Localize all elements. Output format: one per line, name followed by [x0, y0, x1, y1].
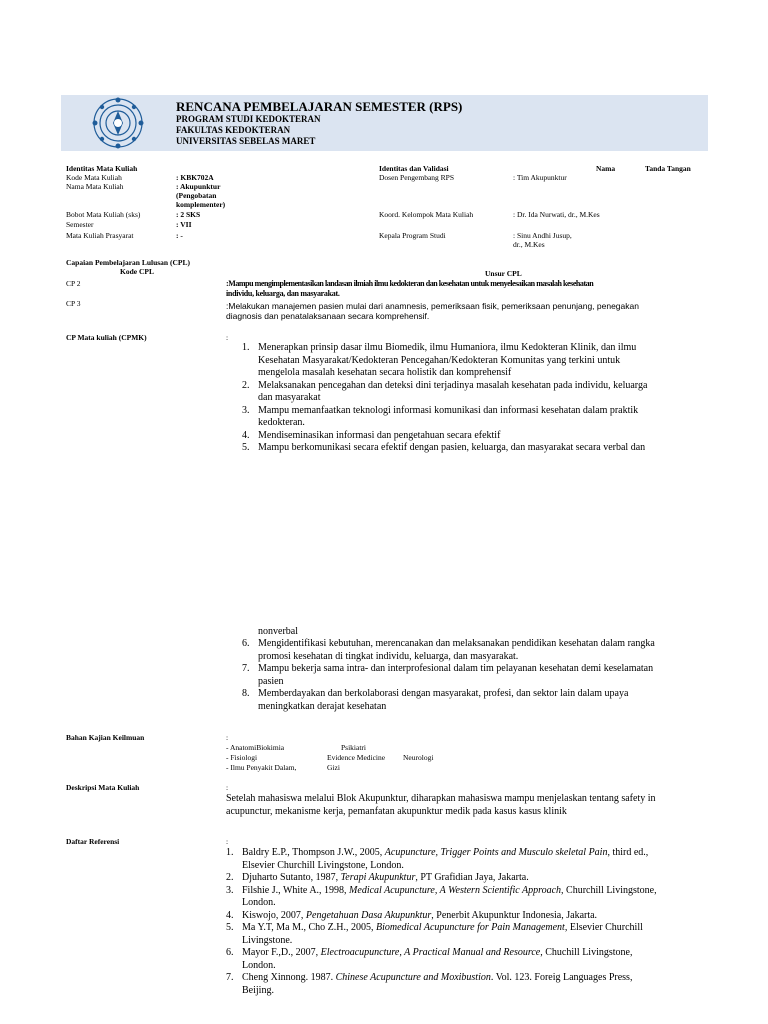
deskripsi-heading: Deskripsi Mata Kuliah [66, 783, 140, 792]
referensi-item: 7. Cheng Xinnong. 1987. Chinese Acupuncture and Moxibustion. Vol. 123. Foreig Languages Press, Beijing. [226, 972, 633, 996]
cpl-col-unsur: Unsur CPL [485, 269, 522, 278]
cpmk-item: 8. Memberdayakan dan berkolaborasi dengan masyarakat, profesi, dan sektor lain dalam upaya meningkatkan derajat kesehatan [242, 688, 629, 712]
cpl-col-kode: Kode CPL [120, 267, 154, 276]
university-name: UNIVERSITAS SEBELAS MARET [176, 136, 316, 146]
cpl-text: diagnosis dan penatalaksanaan secara komprehensif. [226, 311, 430, 321]
validasi-label: Dosen Pengembang RPS [379, 173, 454, 182]
cpmk-item: 5. Mampu berkomunikasi secara efektif dengan pasien, keluarga, dan masyarakat secara verbal dan [242, 442, 646, 453]
program-name: PROGRAM STUDI KEDOKTERAN [176, 114, 321, 124]
cpl-code: CP 3 [66, 299, 81, 308]
identitas-value: komplementer) [176, 200, 226, 209]
identitas-value: : Akupunktur [176, 182, 221, 191]
bahan-item: - AnatomiBiokimia [226, 743, 285, 752]
deskripsi-text: Setelah mahasiswa melalui Blok Akupunktur, diharapkan mahasiswa mampu menjelaskan tentang safety in [226, 793, 656, 804]
cpl-heading: Capaian Pembelajaran Lulusan (CPL) [66, 258, 190, 267]
validasi-label: Kepala Program Studi [379, 231, 446, 240]
cpl-text: :Melakukan manajemen pasien mulai dari anamnesis, pemeriksaan fisik, pemeriksaan penunjang, penegakan [226, 301, 639, 311]
identitas-value: : 2 SKS [176, 210, 201, 219]
cpl-text: individu, keluarga, dan masyarakat. [226, 289, 340, 298]
cpmk-heading: CP Mata kuliah (CPMK) [66, 333, 147, 342]
deskripsi-text: acupunctur, mekanisme kerja, pemanfatan akupunktur medik pada kasus kasus klinik [226, 806, 567, 817]
identitas-label: Mata Kuliah Prasyarat [66, 231, 134, 240]
bahan-colon: : [226, 733, 229, 742]
cpmk-item: 7. Mampu bekerja sama intra- dan interprofesional dalam tim pelayanan kesehatan demi keselamatan pasien [242, 663, 654, 687]
bahan-item: Psikiatri [341, 743, 367, 752]
identitas-label: Bobot Mata Kuliah (sks) [66, 210, 141, 219]
referensi-heading: Daftar Referensi [66, 837, 120, 846]
validasi-value: : Sinu Andhi Jusup, [513, 231, 572, 240]
identitas-label: Kode Mata Kuliah [66, 173, 122, 182]
validasi-value: : Dr. Ida Nurwati, dr., M.Kes [513, 210, 600, 219]
identitas-label: Semester [66, 220, 94, 229]
identitas-heading: Identitas Mata Kuliah [66, 164, 138, 173]
cpmk-item: 6. Mengidentifikasi kebutuhan, merencanakan dan melaksanakan pendidikan kesehatan dalam rangka promosi kesehatan di tingkat individu, keluarga, dan masyarakat. [242, 638, 655, 662]
bahan-item: Neurologi [403, 753, 434, 762]
bahan-item: Gizi [327, 763, 340, 772]
cpmk-item: 1. Menerapkan prinsip dasar ilmu Biomedik, ilmu Humaniora, ilmu Kedokteran Klinik, dan ilmu Kesehatan Masyarakat/Kedokteran Pencegahan/Kedokteran Komunitas yang terkini untuk mengelola masalah kesehatan secara holistik dan komprehensif [242, 342, 637, 378]
validasi-col-tanda-tangan: Tanda Tangan [645, 164, 691, 173]
identitas-value: : KBK702A [176, 173, 214, 182]
university-logo [87, 96, 149, 150]
cpmk-list-continued [242, 638, 708, 713]
referensi-colon: : [226, 837, 229, 846]
bahan-item: Evidence Medicine [327, 753, 386, 762]
referensi-item: 5. Ma Y.T, Ma M., Cho Z.H., 2005, Biomedical Acupuncture for Pain Management, Elsevier Churchill Livingstone. [226, 922, 643, 946]
cpmk-list [242, 342, 708, 455]
validasi-heading: Identitas dan Validasi [379, 164, 449, 173]
cpl-code: CP 2 [66, 279, 81, 288]
cpmk-item: 4. Mendiseminasikan informasi dan pengetahuan secara efektif [242, 429, 501, 441]
deskripsi-colon: : [226, 783, 229, 792]
cpmk-item: 2. Melaksanakan pencegahan dan deteksi dini terjadinya masalah kesehatan pada individu, keluarga dan masyarakat [242, 379, 648, 403]
identitas-value: : - [176, 231, 183, 240]
cpmk-item: 3. Mampu memanfaatkan teknologi informasi komunikasi dan informasi kesehatan dalam praktik kedokteran. [242, 404, 639, 428]
referensi-item: 1. Baldry E.P., Thompson J.W., 2005, Acupuncture, Trigger Points and Musculo skeletal Pain, third ed., Elsevier Churchill Livingstone, London. [226, 847, 649, 871]
referensi-list [226, 847, 702, 997]
validasi-value: dr., M.Kes [513, 240, 545, 249]
validasi-label: Koord. Kelompok Mata Kuliah [379, 210, 474, 219]
referensi-item: 3. Filshie J., White A., 1998, Medical Acupuncture, A Western Scientific Approach, Churchill Livingstone, London. [226, 884, 657, 908]
cpmk-continuation: nonverbal [258, 626, 298, 637]
identitas-value: : VII [176, 220, 192, 229]
referensi-item: 6. Mayor F.,D., 2007, Electroacupuncture, A Practical Manual and Resource, Chuchill Livingstone, London. [226, 947, 633, 971]
validasi-col-nama: Nama [596, 164, 616, 173]
bahan-item: - Ilmu Penyakit Dalam, [226, 763, 297, 772]
bahan-heading: Bahan Kajian Keilmuan [66, 733, 145, 742]
referensi-item: 2. Djuharto Sutanto, 1987, Terapi Akupunktur, PT Grafidian Jaya, Jakarta. [226, 872, 529, 883]
identitas-label: Nama Mata Kuliah [66, 182, 124, 191]
faculty-name: FAKULTAS KEDOKTERAN [176, 125, 291, 135]
cpl-text: :Mampu mengimplementasikan landasan ilmiah ilmu kedokteran dan kesehatan untuk menyelesaikan masalah kesehatan [226, 279, 594, 288]
identitas-value: (Pengobatan [176, 191, 217, 200]
validasi-value: : Tim Akupunktur [513, 173, 567, 182]
cpmk-colon: : [226, 333, 229, 342]
page-title: RENCANA PEMBELAJARAN SEMESTER (RPS) [176, 99, 463, 114]
bahan-item: - Fisiologi [226, 753, 258, 762]
referensi-item: 4. Kiswojo, 2007, Pengetahuan Dasa Akupunktur, Penerbit Akupunktur Indonesia, Jakarta. [226, 909, 598, 921]
